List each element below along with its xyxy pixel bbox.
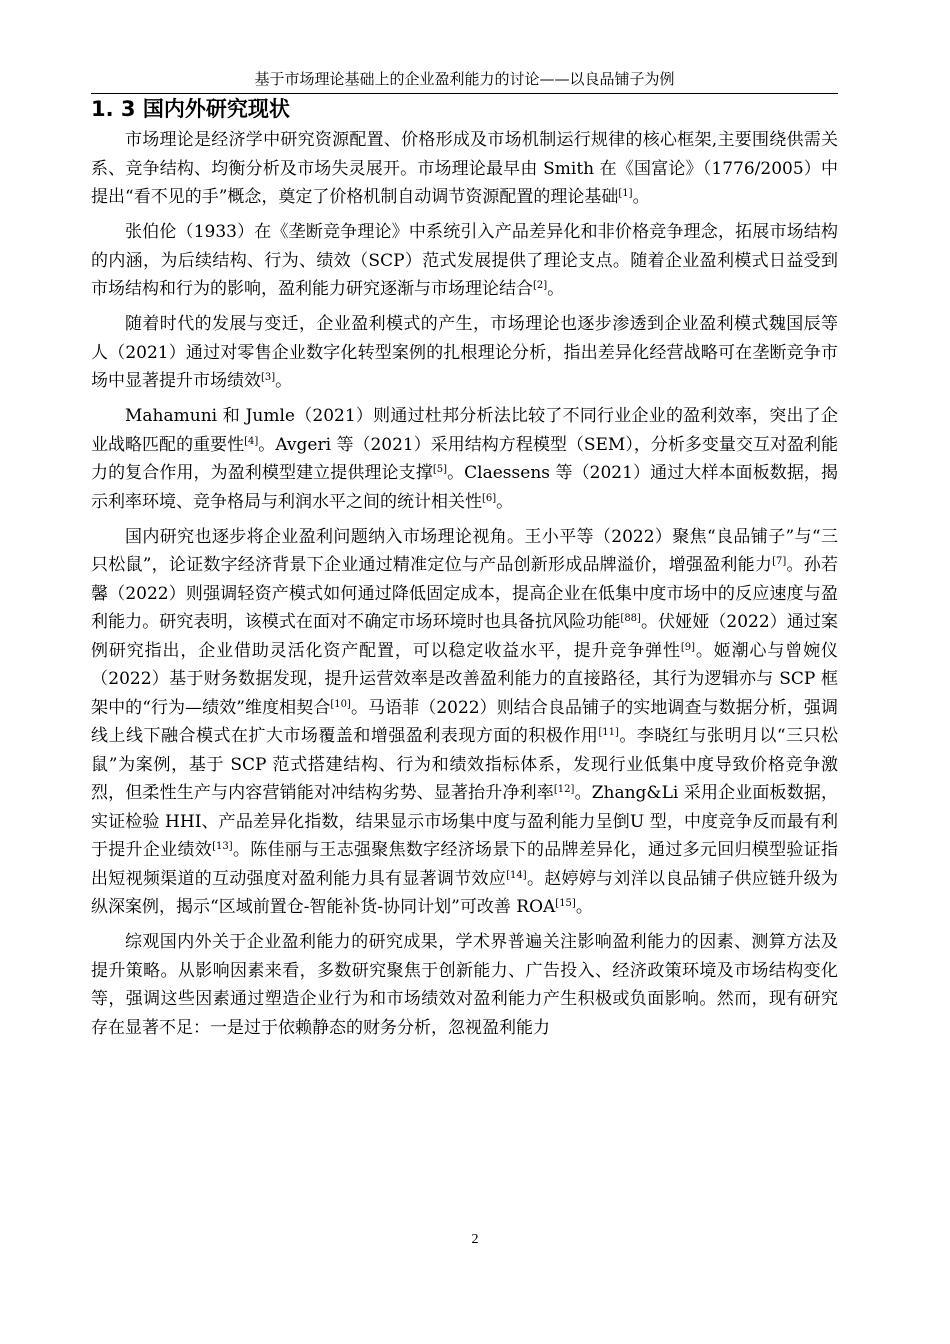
citation-marker: [4] — [244, 435, 259, 447]
paragraph — [91, 218, 838, 304]
text-run: 。 — [275, 371, 293, 391]
text-run: 。 — [496, 491, 514, 512]
text-run: 。陈佳丽与王志强聚焦数字经济场景下的品牌差异化，通过多元回归模型验证指出短视频渠道的互动强度对盈利能力具有显著调节效应 — [91, 840, 838, 889]
text-run: 。伏娅娅（2022）通过案例研究指出，企业借助灵活化资产配置，可以稳定收益水平，提升竞争弹性 — [91, 612, 838, 661]
text-run: Mahamuni 和 Jumle（2021）则通过杜邦分析法比较了不同行业企业的盈利效率，突出了企业战略匹配的重要性 — [91, 406, 838, 455]
section-heading: 1. 3 国内外研究现状 — [91, 97, 290, 121]
text-run: 。孙若馨（2022）则强调轻资产模式如何通过降低固定成本，提高企业在低集中度市场中的反应速度与盈利能力。研究表明，该模式在面对不确定市场环境时也具备抗风险功能 — [91, 555, 838, 632]
paragraph — [91, 310, 838, 396]
citation-marker: [6] — [482, 492, 497, 504]
paragraph — [91, 928, 838, 1042]
paragraph — [91, 126, 838, 212]
citation-marker: [14] — [506, 869, 527, 881]
text-run: 。李晓红与张明月以“三只松鼠”为案例，基于 SCP 范式搭建结构、行为和绩效指标体系，发现行业低集中度导致价格竞争激烈，但柔性生产与内容营销能对冲结构劣势、显著抬升净利率 — [91, 726, 838, 803]
citation-marker: [15] — [555, 898, 576, 909]
text-run: 综观国内外关于企业盈利能力的研究成果，学术界普遍关注影响盈利能力的因素、测算方法及提升策略。从影响因素来看，多数研究聚焦于创新能力、广告投入、经济政策环境及市场结构变化等，强调这些因素通过塑造企业行为和市场绩效对盈利能力产生积极或负面影响。然而，现有研究存在显著不足：一是过于依赖静态的财务分析，忽视盈利能力 — [91, 932, 838, 1038]
citation-marker: [3] — [261, 372, 276, 383]
text-run: 。赵婷婷与刘洋以良品铺子供应链升级为纵深案例，揭示“区域前置仓-智能补货-协同计划”可改善 ROA — [91, 868, 838, 917]
text-run: 。马语菲（2022）则结合良品铺子的实地调查与数据分析，强调线上线下融合模式在扩大市场覆盖和增强盈利表现方面的积极作用 — [91, 697, 838, 746]
text-run: 随着时代的发展与变迁，企业盈利模式的产生，市场理论也逐步渗透到企业盈利模式魏国辰等人（2021）通过对零售企业数字化转型案例的扎根理论分析，指出差异化经营战略可在垄断竞争市场中显著提升市场绩效 — [91, 314, 838, 391]
text-run: 国内研究也逐步将企业盈利问题纳入市场理论视角。王小平等（2022）聚焦“良品铺子”与“三只松鼠”，论证数字经济背景下企业通过精准定位与产品创新形成品牌溢价，增强盈利能力 — [91, 526, 838, 575]
citation-marker: [13] — [212, 841, 233, 852]
citation-marker: [2] — [533, 280, 548, 291]
citation-marker: [5] — [432, 464, 447, 475]
paragraph — [91, 402, 838, 516]
text-run: 。 — [575, 897, 593, 917]
text-run: 。Zhang&Li 采用企业面板数据，实证检验 HHI、产品差异化指数，结果显示市场集中度与盈利能力呈倒U 型，中度竞争反而最有利于提升企业绩效 — [91, 783, 838, 860]
body-text — [91, 126, 838, 1049]
text-run: 。姬潮心与曾婉仪（2022）基于财务数据发现，提升运营效率是改善盈利能力的直接路径，其行为逻辑亦与 SCP 框架中的“行为—绩效”维度相契合 — [91, 640, 839, 718]
text-run: 。Claessens 等（2021）通过大样本面板数据，揭示利率环境、竞争格局与利润水平之间的统计相关性 — [91, 463, 839, 512]
citation-marker: [88] — [620, 613, 641, 624]
citation-marker: [10] — [330, 698, 351, 710]
citation-marker: [11] — [598, 727, 619, 738]
text-run: 张伯伦（1933）在《垄断竞争理论》中系统引入产品差异化和非价格竞争理念，拓展市场结构的内涵，为后续结构、行为、绩效（SCP）范式发展提供了理论支点。随着企业盈利模式日益受到市场结构和行为的影响，盈利能力研究逐渐与市场理论结合 — [91, 222, 838, 299]
text-run: 市场理论是经济学中研究资源配置、价格形成及市场机制运行规律的核心框架,主要围绕供需关系、竞争结构、均衡分析及市场失灵展开。市场理论最早由 Smith 在《国富论》（1776/2005）中提出“看不见的手”概念，奠定了价格机制自动调节资源配置的理论基础 — [91, 130, 838, 207]
text-run: 。 — [632, 187, 650, 207]
page-number: 2 — [471, 1232, 479, 1247]
citation-marker: [9] — [680, 641, 696, 653]
text-run: 。 — [547, 279, 565, 299]
citation-marker: [12] — [553, 784, 575, 795]
citation-marker: [7] — [772, 556, 787, 567]
running-header: 基于市场理论基础上的企业盈利能力的讨论——以良品铺子为例 — [254, 70, 675, 88]
citation-marker: [1] — [618, 188, 633, 199]
paragraph — [91, 523, 838, 922]
text-run: 。Avgeri 等（2021）采用结构方程模型（SEM），分析多变量交互对盈利能力的复合作用，为盈利模型建立提供理论支撑 — [91, 434, 839, 483]
